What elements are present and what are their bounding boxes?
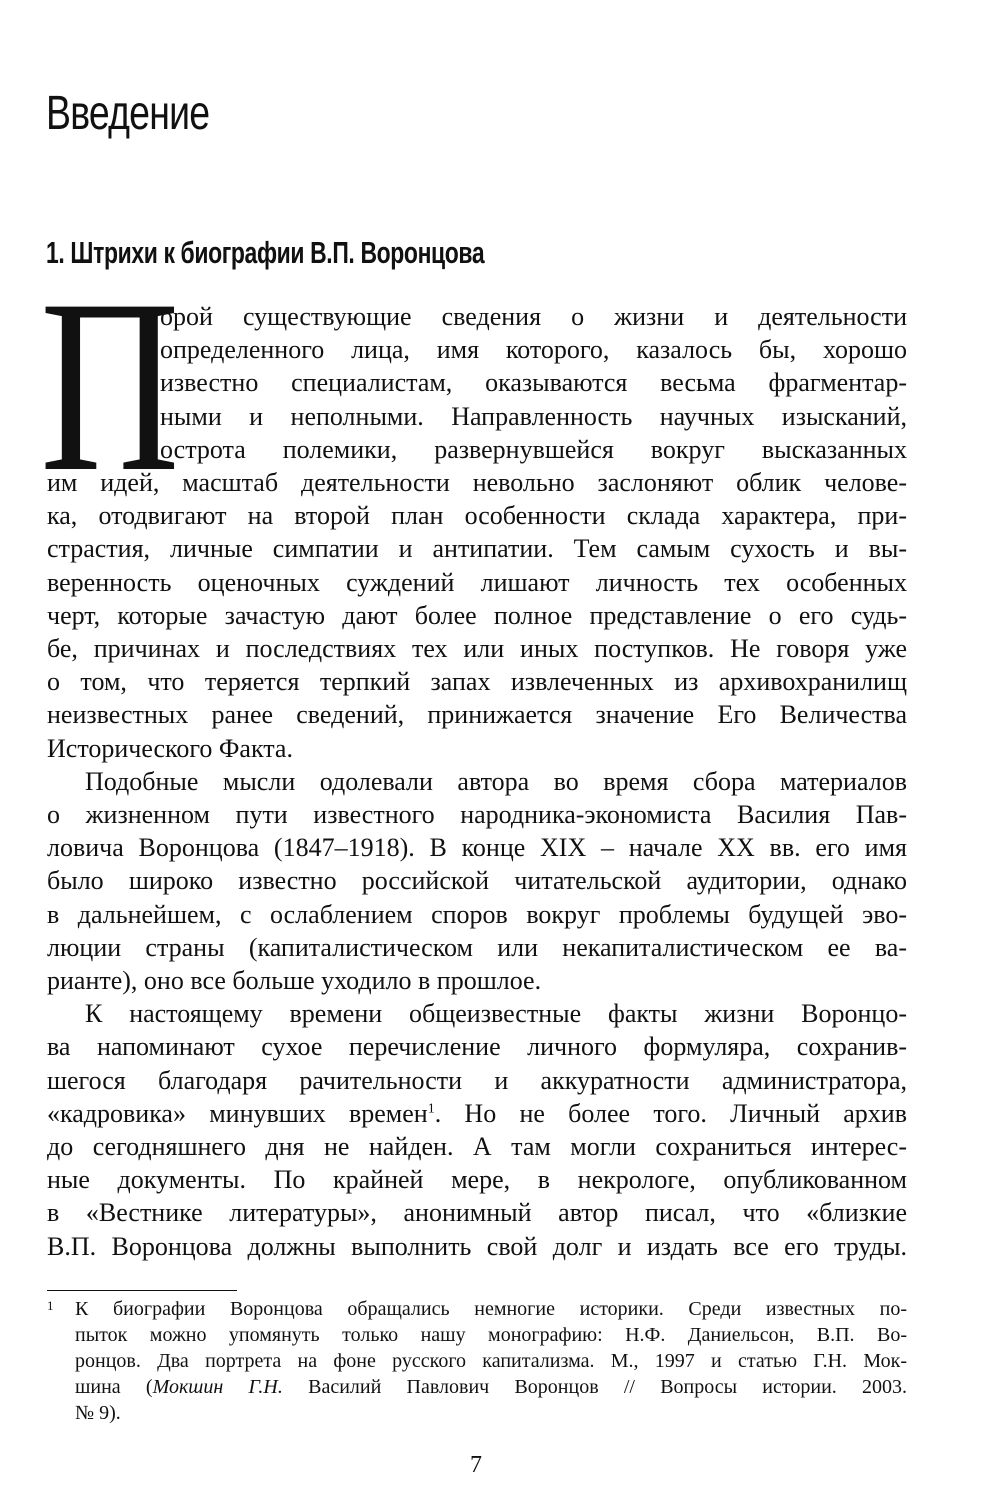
text-line: Исторического Факта. — [47, 733, 293, 763]
text-fragment: Василий Павлович Воронцов // Вопросы истории. 2003. — [282, 1376, 907, 1398]
main-text — [47, 300, 907, 1263]
text-line: В.П. Воронцова должны выполнить свой долг и издать все его труды. — [47, 1231, 907, 1261]
text-line: Подобные мысли одолевали автора во время сбора материалов — [85, 766, 907, 796]
text-line: в «Вестнике литературы», анонимный автор писал, что «близкие — [47, 1198, 907, 1228]
drop-cap: П — [40, 248, 180, 523]
text-line: ва напоминают сухое перечисление личного формуляра, сохранив- — [47, 1032, 907, 1062]
text-fragment: шина ( — [75, 1376, 153, 1398]
text-line: ные документы. По крайней мере, в некрологе, опубликованном — [47, 1165, 907, 1195]
footnote-ref[interactable]: 1 — [427, 1101, 435, 1117]
footnote-line: пыток можно упомянуть только нашу монографию: Н.Ф. Даниельсон, В.П. Во- — [75, 1324, 907, 1346]
text-line: К настоящему времени общеизвестные факты жизни Воронцо- — [85, 999, 907, 1029]
text-line: определенного лица, имя которого, казалось бы, хорошо — [160, 335, 907, 365]
text-line: острота полемики, развернувшейся вокруг высказанных — [160, 434, 907, 464]
page-number: 7 — [470, 1452, 482, 1478]
text-line: ка, отодвигают на второй план особенности склада характера, при- — [47, 501, 907, 531]
text-line: веренность оценочных суждений лишают личность тех особенных — [47, 567, 907, 597]
footnote-line — [75, 1374, 907, 1400]
footnote-line: К биографии Воронцова обращались немногие историки. Среди известных по- — [75, 1298, 907, 1320]
text-line: орой существующие сведения о жизни и деятельности — [160, 302, 907, 331]
text-fragment: . Но не более того. Личный архив — [434, 1098, 907, 1128]
text-line: люции страны (капиталистическом или некапиталистическом ее ва- — [47, 932, 907, 962]
text-line: в дальнейшем, с ослаблением споров вокруг проблемы будущей эво- — [47, 899, 907, 929]
text-line: о том, что теряется терпкий запах извлеченных из архивохранилищ — [47, 667, 907, 697]
footnote-divider — [47, 1290, 237, 1291]
chapter-title: Введение — [46, 87, 210, 140]
text-line: ловича Воронцова (1847–1918). В конце XIX – начале XX вв. его имя — [47, 833, 907, 863]
text-line: неизвестных ранее сведений, принижается значение Его Величества — [47, 700, 907, 730]
text-line: было широко известно российской читательской аудитории, однако — [47, 866, 907, 896]
footnote-line: ронцов. Два портрета на фоне русского капитализма. М., 1997 и статью Г.Н. Мок- — [75, 1350, 907, 1372]
text-line: ными и неполными. Направленность научных изысканий, — [160, 401, 907, 431]
text-line: шегося благодаря рачительности и аккуратности администратора, — [47, 1065, 907, 1095]
author-name: Мокшин Г.Н. — [152, 1376, 283, 1398]
footnote-line: № 9). — [75, 1402, 121, 1424]
paragraph-2 — [47, 765, 907, 997]
text-line: бе, причинах и последствиях тех или иных поступков. Не говоря уже — [47, 634, 907, 664]
text-fragment: «кадровика» минувших времен — [47, 1098, 428, 1128]
text-line: о жизненном пути известного народника-экономиста Василия Пав- — [47, 800, 907, 830]
text-line: страстия, личные симпатии и антипатии. Тем самым сухость и вы- — [47, 534, 907, 564]
text-line: до сегодняшнего дня не найден. А там могли сохраниться интерес- — [47, 1132, 907, 1162]
paragraph-3 — [47, 997, 907, 1263]
text-line: рианте), оно все больше уходило в прошлое. — [47, 966, 542, 996]
section-title: 1. Штрихи к биографии В.П. Воронцова — [46, 235, 485, 270]
text-line: им идей, масштаб деятельности невольно заслоняют облик челове- — [47, 468, 907, 498]
text-line — [47, 1097, 907, 1130]
footnote — [47, 1296, 907, 1426]
text-line: черт, которые зачастую дают более полное представление о его судь- — [47, 600, 907, 630]
text-line: известно специалистам, оказываются весьма фрагментар- — [160, 368, 907, 398]
footnote-mark: 1 — [47, 1298, 54, 1313]
paragraph-1 — [47, 300, 907, 765]
